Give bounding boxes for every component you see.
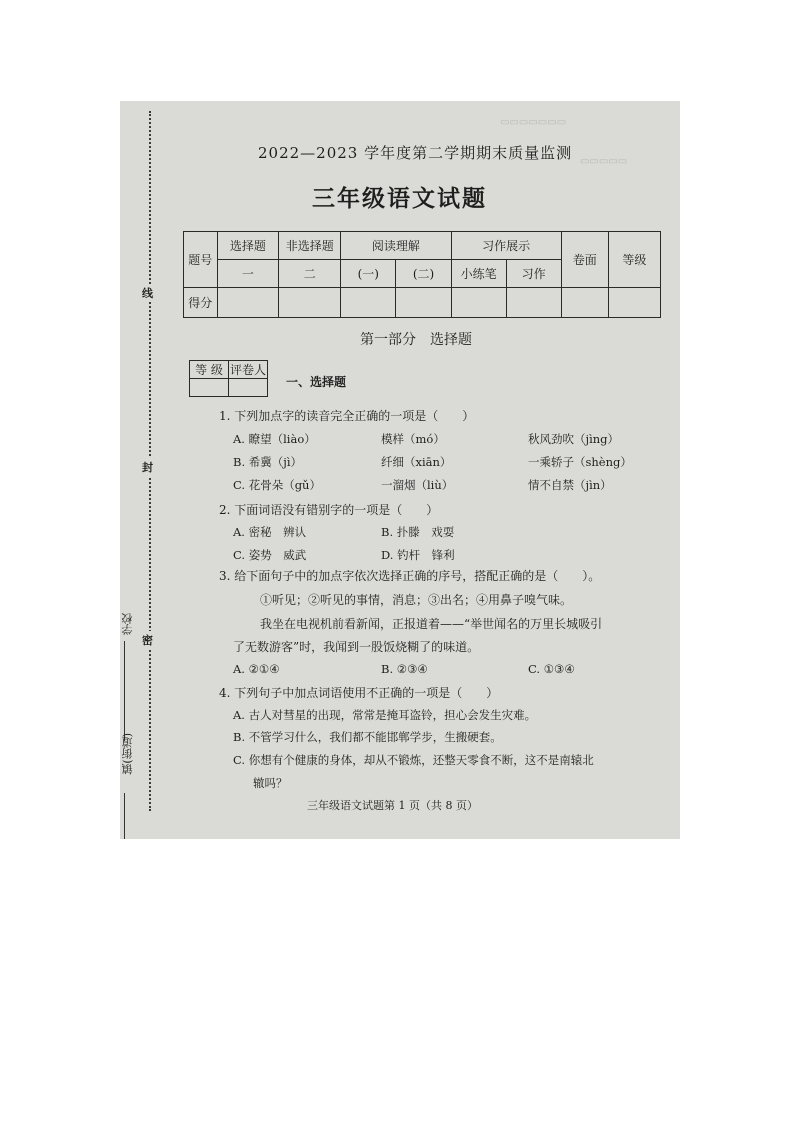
col-reading: 阅读理解 [341,232,451,260]
score-table [183,231,661,318]
q1-option-c: C. 花骨朵（gǔ） [233,478,321,492]
q3-option-a: A. ②①④ [233,662,280,676]
exam-name: 2022—2023 学年度第二学期期末质量监测 [258,144,573,162]
grader-box [189,360,268,397]
col-choice: 选择题 [217,232,279,260]
score-cell [217,288,279,318]
school-label: 学校 [121,613,134,635]
col-grade: 等级 [608,232,660,288]
q4-option-c-line-2: 辙吗？ [253,776,288,790]
town-write-line [124,793,125,839]
section-title: 一、选择题 [286,375,347,389]
school-write-line [124,641,125,741]
q2-option-a: A. 密秘 辨认 [233,525,307,539]
q4-stem: 4. 下列句子中加点词语使用不正确的一项是（ ） [219,686,499,700]
q3-option-b: B. ②③④ [381,662,428,676]
q1-option-a-2: 模样（mó） [381,432,445,446]
binding-char-xian: 线 [142,284,153,302]
q1-stem: 1. 下列加点字的读音完全正确的一项是（ ） [219,409,475,423]
col-writing-2: 习作 [506,260,561,288]
q3-sentence-line-1: 我坐在电视机前看新闻，正报道着——“举世闻名的万里长城吸引 [260,617,603,631]
q2-stem: 2. 下面词语没有错别字的一项是（ ） [219,503,439,517]
exam-sheet-photo [120,101,680,839]
bleed-through-text: ▭▭▭▭▭▭▭ [500,117,567,128]
score-cell [396,288,451,318]
town-label: 镇(街道) [121,733,134,775]
grader-reviewer-label: 评卷人 [229,361,268,379]
q4-option-b: B. 不管学习什么，我们都不能邯郸学步，生搬硬套。 [233,730,502,744]
q4-option-a: A. 古人对彗星的出现，常常是掩耳盗铃，担心会发生灾难。 [233,708,537,722]
col-writing: 习作展示 [451,232,561,260]
page-title: 三年级语文试题 [312,185,487,212]
col-reading-2: (二) [396,260,451,288]
q3-option-c: C. ①③④ [528,662,575,676]
q1-option-b: B. 希冀（jì） [233,455,303,469]
page-footer: 三年级语文试题第 1 页（共 8 页） [307,799,478,812]
score-cell [561,288,608,318]
col-writing-1: 小练笔 [451,260,506,288]
score-cell [341,288,396,318]
q1-option-c-3: 情不自禁（jìn） [528,478,612,492]
part-heading: 第一部分 选择题 [360,332,472,348]
grader-reviewer-cell [229,379,268,397]
q1-option-c-2: 一溜烟（liù） [381,478,454,492]
col-neatness: 卷面 [561,232,608,288]
q1-option-a-3: 秋风劲吹（jìng） [528,432,620,446]
q2-option-b: B. 扑滕 戏耍 [381,525,455,539]
grader-level-cell [190,379,229,397]
q1-option-b-2: 纤细（xiān） [381,455,452,469]
topic-label: 题号 [184,232,218,288]
binding-char-feng: 封 [142,458,153,476]
col-nonchoice: 非选择题 [279,232,341,260]
binding-char-mi: 密 [142,631,153,649]
grader-level-label: 等 级 [190,361,229,379]
col-choice-no: 一 [217,260,279,288]
q3-stem: 3. 给下面句子中的加点字依次选择正确的序号，搭配正确的是（ ）。 [219,569,601,583]
q3-sentence-line-2: 了无数游客”时，我闻到一股饭烧糊了的味道。 [233,640,480,654]
q3-meanings: ①听见；②听见的事情，消息；③出名；④用鼻子嗅气味。 [260,593,573,607]
score-cell [451,288,506,318]
q2-option-c: C. 姿势 威武 [233,548,307,562]
bleed-through-text: ▭▭▭▭▭ [580,156,628,167]
score-cell [279,288,341,318]
q4-option-c-line-1: C. 你想有个健康的身体，却从不锻炼，还整天零食不断，这不是南辕北 [233,753,594,767]
score-cell [608,288,660,318]
q1-option-a: A. 瞭望（liào） [233,432,316,446]
q2-option-d: D. 钓杆 锋利 [381,548,455,562]
col-reading-1: (一) [341,260,396,288]
q1-option-b-3: 一乘轿子（shèng） [528,455,632,469]
score-label: 得分 [184,288,218,318]
score-cell [506,288,561,318]
col-nonchoice-no: 二 [279,260,341,288]
